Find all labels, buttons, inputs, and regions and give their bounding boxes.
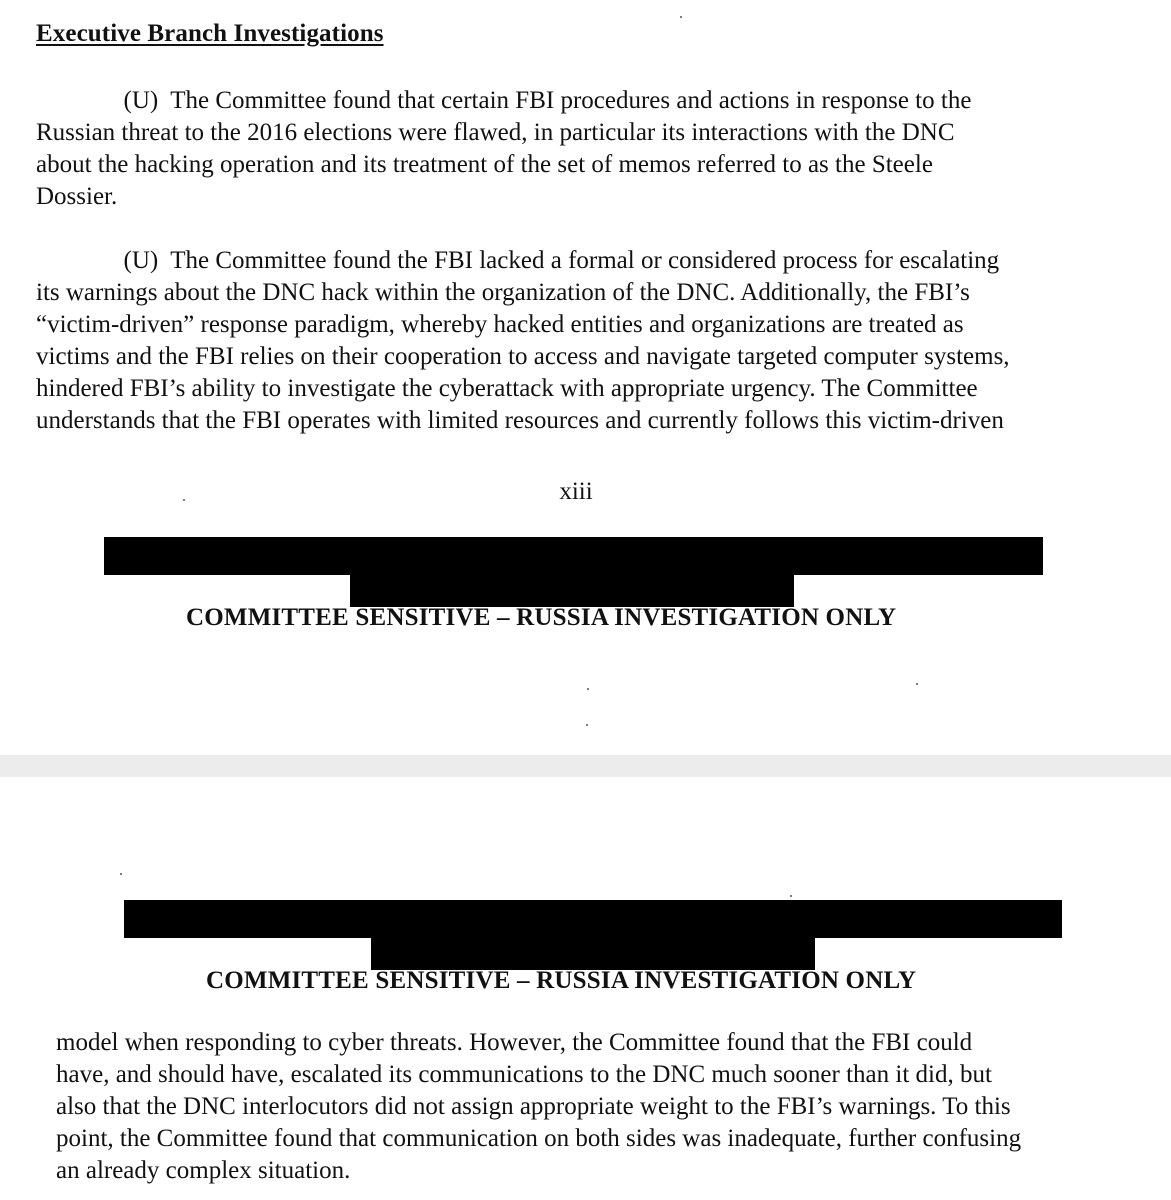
text-line: hindered FBI’s ability to investigate the cyberattack with appropriate urgency. The Committee: [36, 375, 978, 402]
redaction-bar: [124, 900, 1062, 938]
text-line: also that the DNC interlocutors did not assign appropriate weight to the FBI’s warnings. To this: [56, 1093, 1011, 1120]
text-line: about the hacking operation and its treatment of the set of memos referred to as the Steele: [36, 151, 933, 178]
text-line: victims and the FBI relies on their cooperation to access and navigate targeted computer systems,: [36, 343, 1010, 370]
redaction-bar: [104, 537, 1043, 575]
classification-marking: COMMITTEE SENSITIVE – RUSSIA INVESTIGATION ONLY: [206, 967, 917, 994]
text-line: (U) The Committee found that certain FBI procedures and actions in response to the: [36, 87, 972, 114]
scan-speck: [587, 688, 589, 690]
scan-speck: [586, 724, 588, 726]
text-line: (U) The Committee found the FBI lacked a formal or considered process for escalating: [36, 247, 1000, 274]
text-line: point, the Committee found that communication on both sides was inadequate, further confusing: [56, 1125, 1022, 1152]
scan-speck: [680, 16, 682, 18]
scan-speck: [916, 683, 918, 685]
section-heading: Executive Branch Investigations: [36, 20, 384, 47]
text-line: have, and should have, escalated its communications to the DNC much sooner than it did, but: [56, 1061, 992, 1088]
redaction-bar: [350, 573, 794, 607]
scan-speck: [183, 499, 185, 501]
text-line: “victim-driven” response paradigm, whereby hacked entities and organizations are treated as: [36, 311, 964, 338]
paragraph-fbi-procedures: [36, 85, 971, 213]
redaction-bar: [371, 936, 815, 970]
text-line: Dossier.: [36, 183, 118, 210]
text-line: Russian threat to the 2016 elections were flawed, in particular its interactions with the DNC: [36, 119, 955, 146]
scan-speck: [120, 873, 122, 875]
paragraph-continued-cyber-threats: [56, 1027, 1021, 1187]
text-line: understands that the FBI operates with limited resources and currently follows this victim-driven: [36, 407, 1004, 434]
paragraph-escalation-process: [36, 245, 1010, 437]
text-line: its warnings about the DNC hack within the organization of the DNC. Additionally, the FBI’s: [36, 279, 970, 306]
scan-speck: [790, 895, 792, 897]
text-line: model when responding to cyber threats. However, the Committee found that the FBI could: [56, 1029, 973, 1056]
classification-marking: COMMITTEE SENSITIVE – RUSSIA INVESTIGATION ONLY: [186, 604, 897, 631]
page-separator: [0, 755, 1171, 777]
page-number: xiii: [559, 478, 593, 505]
text-line: an already complex situation.: [56, 1157, 351, 1184]
